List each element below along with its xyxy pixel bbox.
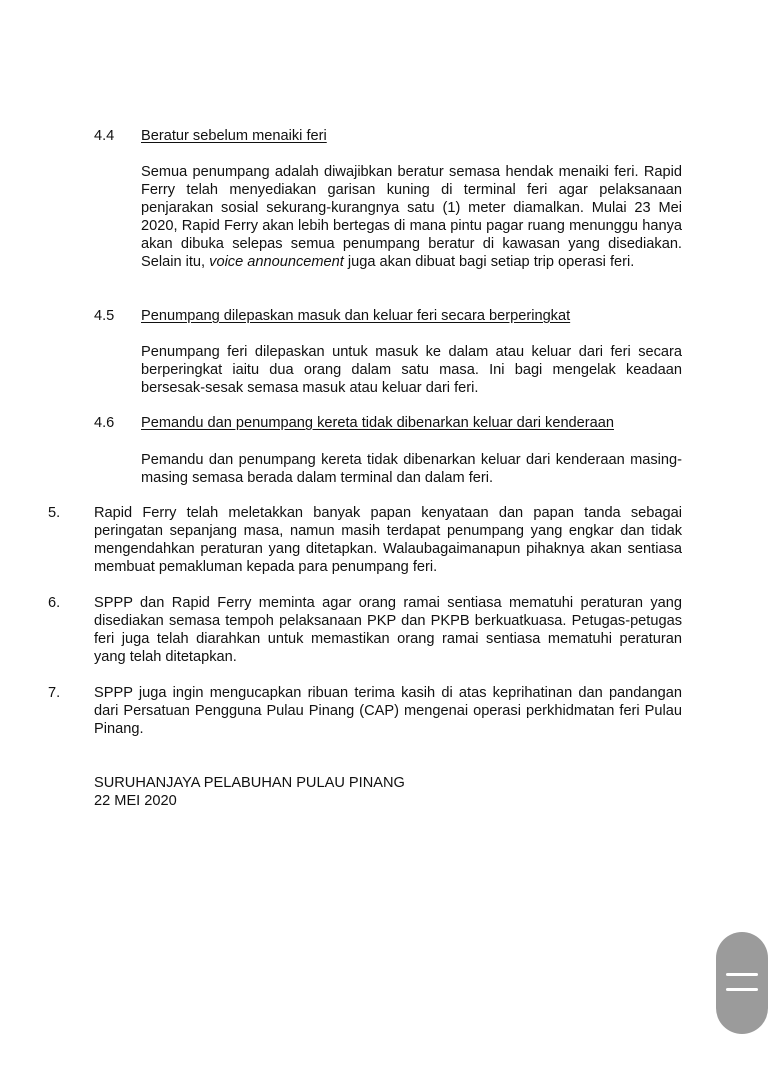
paragraph-text: Rapid Ferry telah meletakkan banyak papan kenyataan dan papan tanda sebagai peringatan sepanjang masa, namun masih terdapat penumpang yang engkar dan tidak mengendahkan peraturan yang ditetapkan. Walaubagaimanapun pihaknya akan sentiasa membuat pemakluman kepada para penumpang feri.: [94, 505, 682, 575]
signature-organization: SURUHANJAYA PELABUHAN PULAU PINANG: [94, 775, 405, 791]
subsection-number: 4.5: [94, 308, 115, 324]
subsection-4-5-body: Penumpang feri dilepaskan untuk masuk ke dalam atau keluar dari feri secara berperingkat iaitu dua orang dalam satu masa. Ini bagi mengelak keadaan bersesak-sesak semasa masuk atau keluar dari feri.: [141, 344, 682, 396]
paragraph-number: 7.: [48, 685, 61, 701]
paragraph-number: 6.: [48, 595, 61, 611]
body-text-italic: voice announcement: [209, 254, 344, 270]
subsection-heading: Penumpang dilepaskan masuk dan keluar feri secara berperingkat: [141, 308, 571, 324]
paragraph-text: SPPP dan Rapid Ferry meminta agar orang ramai sentiasa mematuhi peraturan yang disediakan semasa tempoh pelaksanaan PKP dan PKPB berkuatkuasa. Petugas-petugas feri juga telah diarahkan untuk memastikan orang ramai sentiasa mematuhi peraturan yang telah ditetapkan.: [94, 595, 682, 665]
body-text: juga akan dibuat bagi setiap trip operasi feri.: [343, 254, 635, 270]
subsection-number: 4.6: [94, 415, 115, 431]
subsection-heading: Beratur sebelum menaiki feri: [141, 128, 327, 144]
subsection-heading: Pemandu dan penumpang kereta tidak dibenarkan keluar dari kenderaan: [141, 415, 614, 431]
subsection-4-4-body: [141, 163, 682, 271]
scroll-handle[interactable]: [716, 932, 768, 1034]
body-text: Semua penumpang adalah diwajibkan beratur semasa hendak menaiki feri. Rapid Ferry telah menyediakan garisan kuning di terminal feri agar pelaksanaan penjarakan sosial sekurang-kurangnya satu (1) meter diamalkan. Mulai 23 Mei 2020, Rapid Ferry akan lebih bertegas di mana pintu pagar ruang menunggu hanya akan dibuka selepas semua penumpang beratur di kawasan yang disediakan. Selain itu,: [141, 164, 682, 270]
subsection-number: 4.4: [94, 128, 115, 144]
subsection-4-6-body: Pemandu dan penumpang kereta tidak dibenarkan keluar dari kenderaan masing-masing semasa berada dalam terminal dan dalam feri.: [141, 452, 682, 486]
paragraph-number: 5.: [48, 505, 61, 521]
signature-date: 22 MEI 2020: [94, 793, 177, 809]
paragraph-text: SPPP juga ingin mengucapkan ribuan terima kasih di atas keprihatinan dan pandangan dari Persatuan Pengguna Pulau Pinang (CAP) mengenai operasi perkhidmatan feri Pulau Pinang.: [94, 685, 682, 737]
